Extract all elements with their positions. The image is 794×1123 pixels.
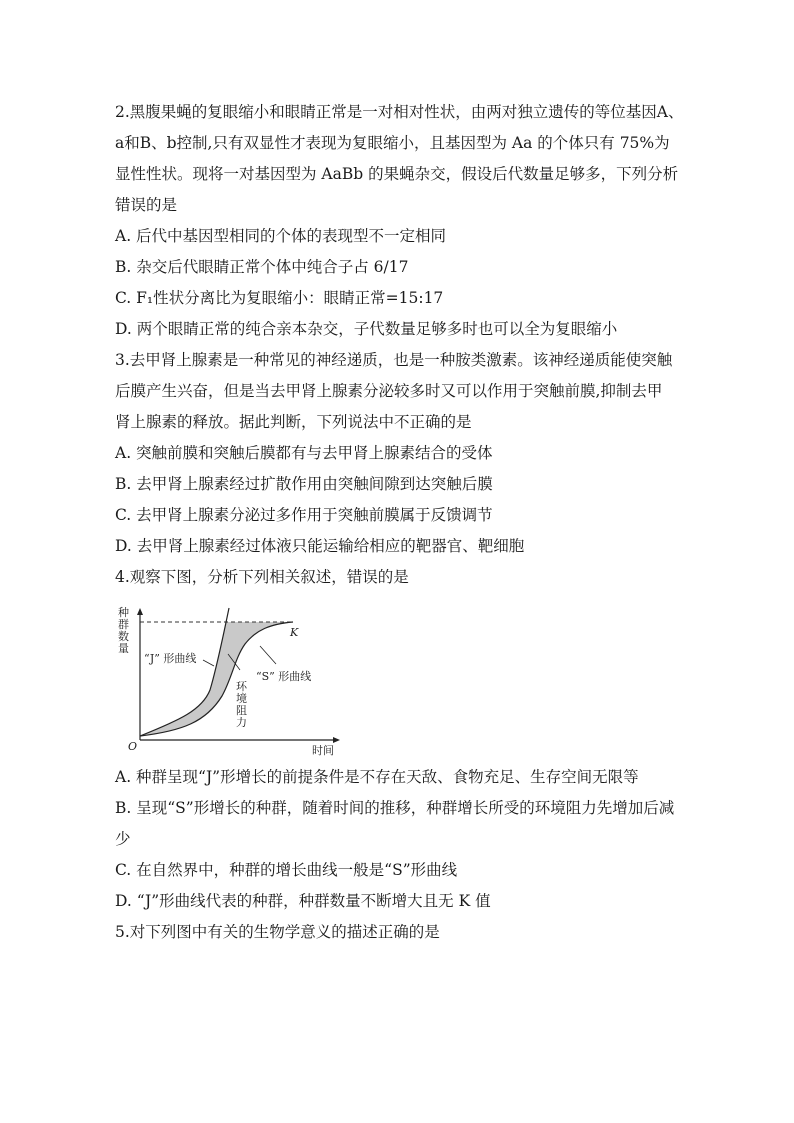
population-growth-figure [110, 600, 350, 760]
x-axis-label: 时间 [312, 744, 334, 757]
y-axis-label-char-4: 量 [118, 642, 129, 655]
q4-stem-line-1: 4.观察下图，分析下列相关叙述，错误的是 [115, 568, 409, 586]
q2-option-c: C. F₁性状分离比为复眼缩小：眼睛正常=15:17 [115, 289, 444, 307]
y-axis-label-char-1: 种 [118, 606, 129, 619]
resistance-label-char-3: 阻 [236, 704, 247, 717]
q2-stem-line-3: 显性性状。现将一对基因型为 AaBb 的果蝇杂交，假设后代数量足够多，下列分析 [115, 165, 679, 183]
origin-label: O [128, 740, 138, 753]
k-label: K [290, 626, 299, 639]
q4-option-a: A. 种群呈现“J”形增长的前提条件是不存在天敌、食物充足、生存空间无限等 [115, 768, 639, 786]
q2-stem-line-2: a和B、b控制,只有双显性才表现为复眼缩小，且基因型为 Aa 的个体只有 75%为 [115, 134, 670, 152]
q5-stem-line-1: 5.对下列图中有关的生物学意义的描述正确的是 [115, 923, 440, 941]
resistance-label-char-4: 力 [236, 716, 247, 729]
q4-option-b: B. 呈现“S”形增长的种群，随着时间的推移，种群增长所受的环境阻力先增加后减 [115, 799, 675, 817]
q3-option-b: B. 去甲肾上腺素经过扩散作用由突触间隙到达突触后膜 [115, 475, 493, 493]
j-label-leader [203, 660, 214, 666]
s-label-leader [260, 646, 276, 664]
q2-option-d: D. 两个眼睛正常的纯合亲本杂交，子代数量足够多时也可以全为复眼缩小 [115, 320, 618, 338]
y-axis-arrow [137, 608, 143, 615]
q4-option-d: D. “J”形曲线代表的种群，种群数量不断增大且无 K 值 [115, 892, 491, 910]
q2-option-a: A. 后代中基因型相同的个体的表现型不一定相同 [115, 227, 447, 245]
y-axis-label-char-3: 数 [118, 630, 129, 643]
y-axis-label-char-2: 群 [118, 618, 129, 631]
q3-option-a: A. 突触前膜和突触后膜都有与去甲肾上腺素结合的受体 [115, 444, 493, 462]
q2-stem-line-4: 错误的是 [115, 196, 178, 214]
q2-option-b: B. 杂交后代眼睛正常个体中纯合子占 6/17 [115, 258, 409, 276]
q4-option-b-continued: 少 [115, 830, 131, 848]
q3-stem-line-1: 3.去甲肾上腺素是一种常见的神经递质，也是一种胺类激素。该神经递质能使突触 [115, 351, 673, 369]
q3-option-d: D. 去甲肾上腺素经过体液只能运输给相应的靶器官、靶细胞 [115, 537, 525, 555]
x-axis-arrow [333, 737, 340, 743]
q3-stem-line-2: 后膜产生兴奋，但是当去甲肾上腺素分泌较多时又可以作用于突触前膜,抑制去甲 [115, 382, 663, 400]
s-curve-label: “S” 形曲线 [256, 670, 312, 683]
population-growth-svg [110, 600, 350, 760]
resistance-label-char-1: 环 [236, 680, 247, 693]
q4-option-c: C. 在自然界中，种群的增长曲线一般是“S”形曲线 [115, 861, 458, 879]
q3-option-c: C. 去甲肾上腺素分泌过多作用于突触前膜属于反馈调节 [115, 506, 493, 524]
resistance-label-char-2: 境 [236, 692, 247, 705]
q2-stem-line-1: 2.黑腹果蝇的复眼缩小和眼睛正常是一对相对性状，由两对独立遗传的等位基因A、 [115, 103, 684, 121]
j-curve-label: “J” 形曲线 [144, 652, 197, 665]
q3-stem-line-3: 肾上腺素的释放。据此判断，下列说法中不正确的是 [115, 413, 472, 431]
